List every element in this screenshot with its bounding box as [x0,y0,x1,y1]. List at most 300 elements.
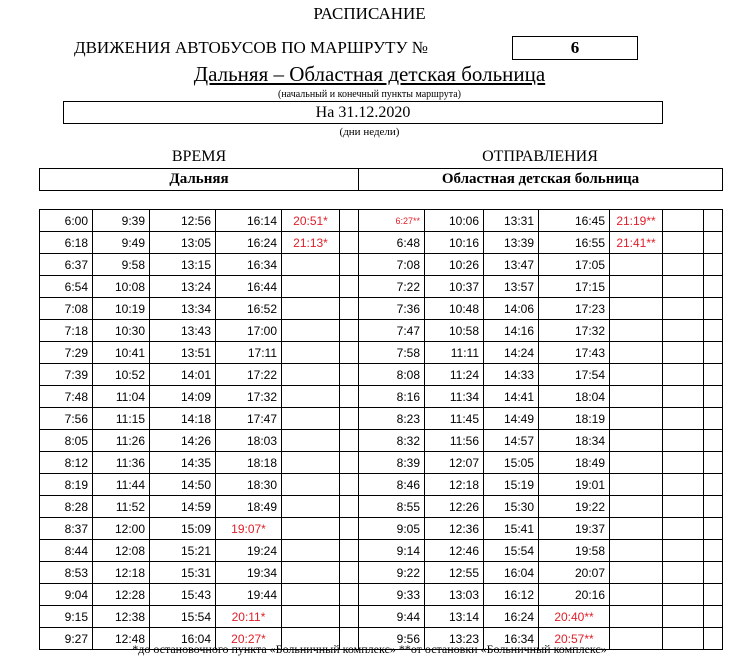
table-row [359,562,723,584]
time-cell [663,518,704,540]
time-cell: 16:52 [216,298,282,320]
time-cell: 15:21 [150,540,216,562]
time-cell: 14:16 [484,320,539,342]
time-cell: 17:11 [216,342,282,364]
time-cell: 19:34 [216,562,282,584]
time-cell: 8:16 [359,386,425,408]
time-cell: 18:04 [539,386,610,408]
time-cell [282,342,340,364]
time-cell: 11:45 [425,408,484,430]
section-title-departure: ОТПРАВЛЕНИЯ [482,148,598,165]
time-cell: 9:22 [359,562,425,584]
table-row [40,276,359,298]
time-cell: 21:41** [610,232,663,254]
time-cell [663,232,704,254]
time-cell: 12:26 [425,496,484,518]
time-cell [340,210,359,232]
time-cell [704,254,723,276]
table-row [359,364,723,386]
time-cell [610,408,663,430]
time-cell: 10:58 [425,320,484,342]
direction-header [39,168,723,191]
table-row [359,430,723,452]
time-cell: 17:43 [539,342,610,364]
time-cell: 13:39 [484,232,539,254]
time-cell: 9:14 [359,540,425,562]
time-cell: 11:36 [93,452,150,474]
time-cell [610,298,663,320]
time-cell: 15:43 [150,584,216,606]
time-cell: 18:18 [216,452,282,474]
time-cell [610,452,663,474]
time-cell [704,320,723,342]
time-cell: 18:49 [539,452,610,474]
time-cell: 6:48 [359,232,425,254]
time-cell: 15:19 [484,474,539,496]
time-cell: 13:51 [150,342,216,364]
time-cell [704,606,723,628]
time-cell [610,518,663,540]
time-cell: 21:19** [610,210,663,232]
table-row [40,320,359,342]
time-cell: 13:05 [150,232,216,254]
time-cell [340,474,359,496]
time-cell [704,408,723,430]
time-cell: 16:45 [539,210,610,232]
time-cell [282,364,340,386]
time-cell [704,496,723,518]
time-cell: 17:22 [216,364,282,386]
time-cell [663,254,704,276]
time-cell: 7:29 [40,342,93,364]
time-cell: 9:39 [93,210,150,232]
time-cell [340,232,359,254]
time-cell: 11:34 [425,386,484,408]
time-cell: 9:15 [40,606,93,628]
time-cell [704,518,723,540]
table-row [40,562,359,584]
time-cell [610,276,663,298]
time-cell: 12:18 [425,474,484,496]
schedule-title: РАСПИСАНИЕ [313,4,426,23]
time-cell: 14:33 [484,364,539,386]
time-cell [663,386,704,408]
time-cell [340,298,359,320]
table-row [359,276,723,298]
table-row [40,518,359,540]
time-cell: 7:56 [40,408,93,430]
time-cell [610,254,663,276]
time-cell: 14:24 [484,342,539,364]
time-cell: 18:30 [216,474,282,496]
time-cell: 20:27* [216,628,282,650]
time-cell [704,232,723,254]
time-cell [704,210,723,232]
direction-right: Областная детская больница [441,171,640,187]
time-cell [340,320,359,342]
time-cell [610,430,663,452]
time-cell: 13:31 [484,210,539,232]
time-cell: 13:14 [425,606,484,628]
time-cell [663,540,704,562]
time-cell: 18:03 [216,430,282,452]
time-cell [663,342,704,364]
time-cell [282,540,340,562]
time-cell [340,342,359,364]
table-row [359,518,723,540]
time-cell: 13:43 [150,320,216,342]
time-cell: 17:54 [539,364,610,386]
time-cell [610,562,663,584]
route-name-caption: (начальный и конечный пункты маршрута) [278,89,461,100]
time-cell: 16:12 [484,584,539,606]
route-label: ДВИЖЕНИЯ АВТОБУСОВ ПО МАРШРУТУ № [74,38,428,57]
time-cell: 8:05 [40,430,93,452]
timetable-right [358,209,723,650]
time-cell [610,474,663,496]
time-cell: 11:04 [93,386,150,408]
table-row [359,320,723,342]
time-cell: 20:11* [216,606,282,628]
time-cell: 15:30 [484,496,539,518]
time-cell: 16:34 [484,628,539,650]
table-row [40,364,359,386]
time-cell [704,562,723,584]
time-cell: 10:30 [93,320,150,342]
table-row [359,540,723,562]
time-cell: 14:57 [484,430,539,452]
table-row [359,298,723,320]
time-cell [340,540,359,562]
time-cell: 19:01 [539,474,610,496]
table-row [40,452,359,474]
time-cell [282,496,340,518]
time-cell: 6:18 [40,232,93,254]
table-row [40,540,359,562]
time-cell: 6:37 [40,254,93,276]
time-cell [340,606,359,628]
time-cell [282,408,340,430]
time-cell: 11:11 [425,342,484,364]
direction-left: Дальняя [169,171,229,187]
time-cell: 8:19 [40,474,93,496]
table-row [40,474,359,496]
time-cell [282,474,340,496]
time-cell: 12:48 [93,628,150,650]
time-cell: 15:54 [484,540,539,562]
time-cell: 17:05 [539,254,610,276]
time-cell [663,584,704,606]
time-cell: 14:35 [150,452,216,474]
time-cell: 7:08 [40,298,93,320]
time-cell [663,364,704,386]
time-cell: 20:51* [282,210,340,232]
table-row [40,496,359,518]
table-row [40,298,359,320]
time-cell [663,298,704,320]
time-cell: 10:16 [425,232,484,254]
time-cell [282,584,340,606]
time-cell [663,320,704,342]
time-cell: 19:37 [539,518,610,540]
time-cell: 14:49 [484,408,539,430]
time-cell [340,518,359,540]
time-cell: 14:41 [484,386,539,408]
time-cell: 10:19 [93,298,150,320]
time-cell: 11:26 [93,430,150,452]
time-cell [704,474,723,496]
table-row [40,430,359,452]
time-cell [610,496,663,518]
time-cell: 17:15 [539,276,610,298]
time-cell: 10:06 [425,210,484,232]
time-cell [340,254,359,276]
time-cell: 16:34 [216,254,282,276]
time-cell: 6:27** [359,210,425,232]
time-cell: 16:04 [150,628,216,650]
table-row [359,408,723,430]
time-cell: 19:24 [216,540,282,562]
time-cell: 17:47 [216,408,282,430]
time-cell [282,452,340,474]
time-cell: 11:56 [425,430,484,452]
time-cell: 13:03 [425,584,484,606]
time-cell: 17:23 [539,298,610,320]
time-cell [704,298,723,320]
time-cell: 19:58 [539,540,610,562]
time-cell: 14:06 [484,298,539,320]
table-row [40,232,359,254]
footnote: *до остановочного пункта «Больничный комплекс» **от остановки «Больничный комплекс» [132,642,607,656]
time-cell: 7:58 [359,342,425,364]
time-cell [704,342,723,364]
time-cell [610,540,663,562]
table-row [40,210,359,232]
time-cell: 16:55 [539,232,610,254]
time-cell: 17:32 [216,386,282,408]
time-cell: 11:44 [93,474,150,496]
time-cell: 9:05 [359,518,425,540]
time-cell: 9:56 [359,628,425,650]
time-cell [663,474,704,496]
route-number: 6 [512,36,638,60]
time-cell: 21:13* [282,232,340,254]
time-cell: 13:15 [150,254,216,276]
time-cell [282,386,340,408]
time-cell: 10:48 [425,298,484,320]
time-cell [282,562,340,584]
time-cell [663,452,704,474]
time-cell [282,298,340,320]
time-cell [610,584,663,606]
time-cell: 20:40** [539,606,610,628]
time-cell: 13:47 [484,254,539,276]
time-cell [340,408,359,430]
time-cell: 17:32 [539,320,610,342]
time-cell: 7:47 [359,320,425,342]
time-cell: 8:44 [40,540,93,562]
time-cell [282,320,340,342]
time-cell: 12:46 [425,540,484,562]
time-cell: 19:07* [216,518,282,540]
time-cell: 10:52 [93,364,150,386]
table-row [359,210,723,232]
time-cell: 8:55 [359,496,425,518]
table-row [359,254,723,276]
time-cell [340,452,359,474]
table-row [40,386,359,408]
time-cell: 12:07 [425,452,484,474]
time-cell [663,496,704,518]
time-cell: 16:04 [484,562,539,584]
table-row [40,342,359,364]
time-cell: 8:46 [359,474,425,496]
time-cell: 12:28 [93,584,150,606]
time-cell: 11:24 [425,364,484,386]
table-row [40,606,359,628]
time-cell [340,364,359,386]
time-cell: 19:22 [539,496,610,518]
time-cell: 7:18 [40,320,93,342]
table-row [359,232,723,254]
time-cell [282,276,340,298]
time-cell: 18:49 [216,496,282,518]
time-cell: 12:56 [150,210,216,232]
time-cell: 16:14 [216,210,282,232]
time-cell: 20:07 [539,562,610,584]
time-cell: 7:39 [40,364,93,386]
time-cell [663,430,704,452]
table-row [359,584,723,606]
time-cell [663,276,704,298]
time-cell [663,562,704,584]
time-cell: 14:26 [150,430,216,452]
table-row [359,386,723,408]
time-cell: 7:22 [359,276,425,298]
time-cell: 15:54 [150,606,216,628]
table-row [359,342,723,364]
time-cell [704,540,723,562]
time-cell: 9:49 [93,232,150,254]
route-name: Дальняя – Областная детская больница [193,62,546,86]
time-cell: 13:23 [425,628,484,650]
time-cell: 14:59 [150,496,216,518]
time-cell [282,518,340,540]
time-cell: 17:00 [216,320,282,342]
table-row [359,452,723,474]
time-cell [340,496,359,518]
table-row [359,606,723,628]
time-cell: 13:57 [484,276,539,298]
time-cell: 14:50 [150,474,216,496]
time-cell [704,386,723,408]
time-cell: 8:37 [40,518,93,540]
time-cell [704,452,723,474]
time-cell: 15:31 [150,562,216,584]
time-cell: 8:08 [359,364,425,386]
time-cell [704,584,723,606]
time-cell: 9:58 [93,254,150,276]
time-cell: 6:54 [40,276,93,298]
time-cell: 15:05 [484,452,539,474]
time-cell [282,430,340,452]
time-cell: 14:01 [150,364,216,386]
time-cell: 8:23 [359,408,425,430]
time-cell: 15:41 [484,518,539,540]
time-cell: 8:53 [40,562,93,584]
time-cell: 10:41 [93,342,150,364]
time-cell: 11:15 [93,408,150,430]
time-cell: 12:38 [93,606,150,628]
time-cell: 16:24 [484,606,539,628]
time-cell [610,342,663,364]
time-cell [340,430,359,452]
time-cell: 8:12 [40,452,93,474]
time-cell [704,276,723,298]
time-cell: 10:26 [425,254,484,276]
time-cell: 16:44 [216,276,282,298]
section-title-time: ВРЕМЯ [171,148,227,165]
time-cell: 9:27 [40,628,93,650]
time-cell: 8:32 [359,430,425,452]
time-cell: 11:52 [93,496,150,518]
time-cell: 15:09 [150,518,216,540]
table-row [359,496,723,518]
time-cell: 7:48 [40,386,93,408]
time-cell: 7:08 [359,254,425,276]
table-row [40,408,359,430]
time-cell: 13:34 [150,298,216,320]
time-cell [663,408,704,430]
time-cell [340,584,359,606]
time-cell: 12:18 [93,562,150,584]
time-cell: 16:24 [216,232,282,254]
time-cell: 13:24 [150,276,216,298]
time-cell: 12:08 [93,540,150,562]
time-cell: 18:34 [539,430,610,452]
schedule-date: На 31.12.2020 [63,101,663,124]
time-cell [610,320,663,342]
time-cell [610,364,663,386]
time-cell [704,364,723,386]
time-cell [610,386,663,408]
timetable-left [39,209,359,650]
time-cell [282,606,340,628]
time-cell: 20:16 [539,584,610,606]
time-cell: 9:04 [40,584,93,606]
time-cell [340,562,359,584]
time-cell: 19:44 [216,584,282,606]
table-row [359,474,723,496]
time-cell: 12:00 [93,518,150,540]
time-cell: 8:39 [359,452,425,474]
time-cell: 10:08 [93,276,150,298]
time-cell [610,606,663,628]
time-cell: 14:09 [150,386,216,408]
time-cell: 6:00 [40,210,93,232]
time-cell [663,606,704,628]
date-caption: (дни недели) [339,126,400,138]
time-cell: 9:33 [359,584,425,606]
time-cell [282,254,340,276]
time-cell [663,210,704,232]
table-row [40,584,359,606]
time-cell: 20:57** [539,628,610,650]
time-cell [340,276,359,298]
time-cell: 12:36 [425,518,484,540]
time-cell: 7:36 [359,298,425,320]
time-cell: 10:37 [425,276,484,298]
